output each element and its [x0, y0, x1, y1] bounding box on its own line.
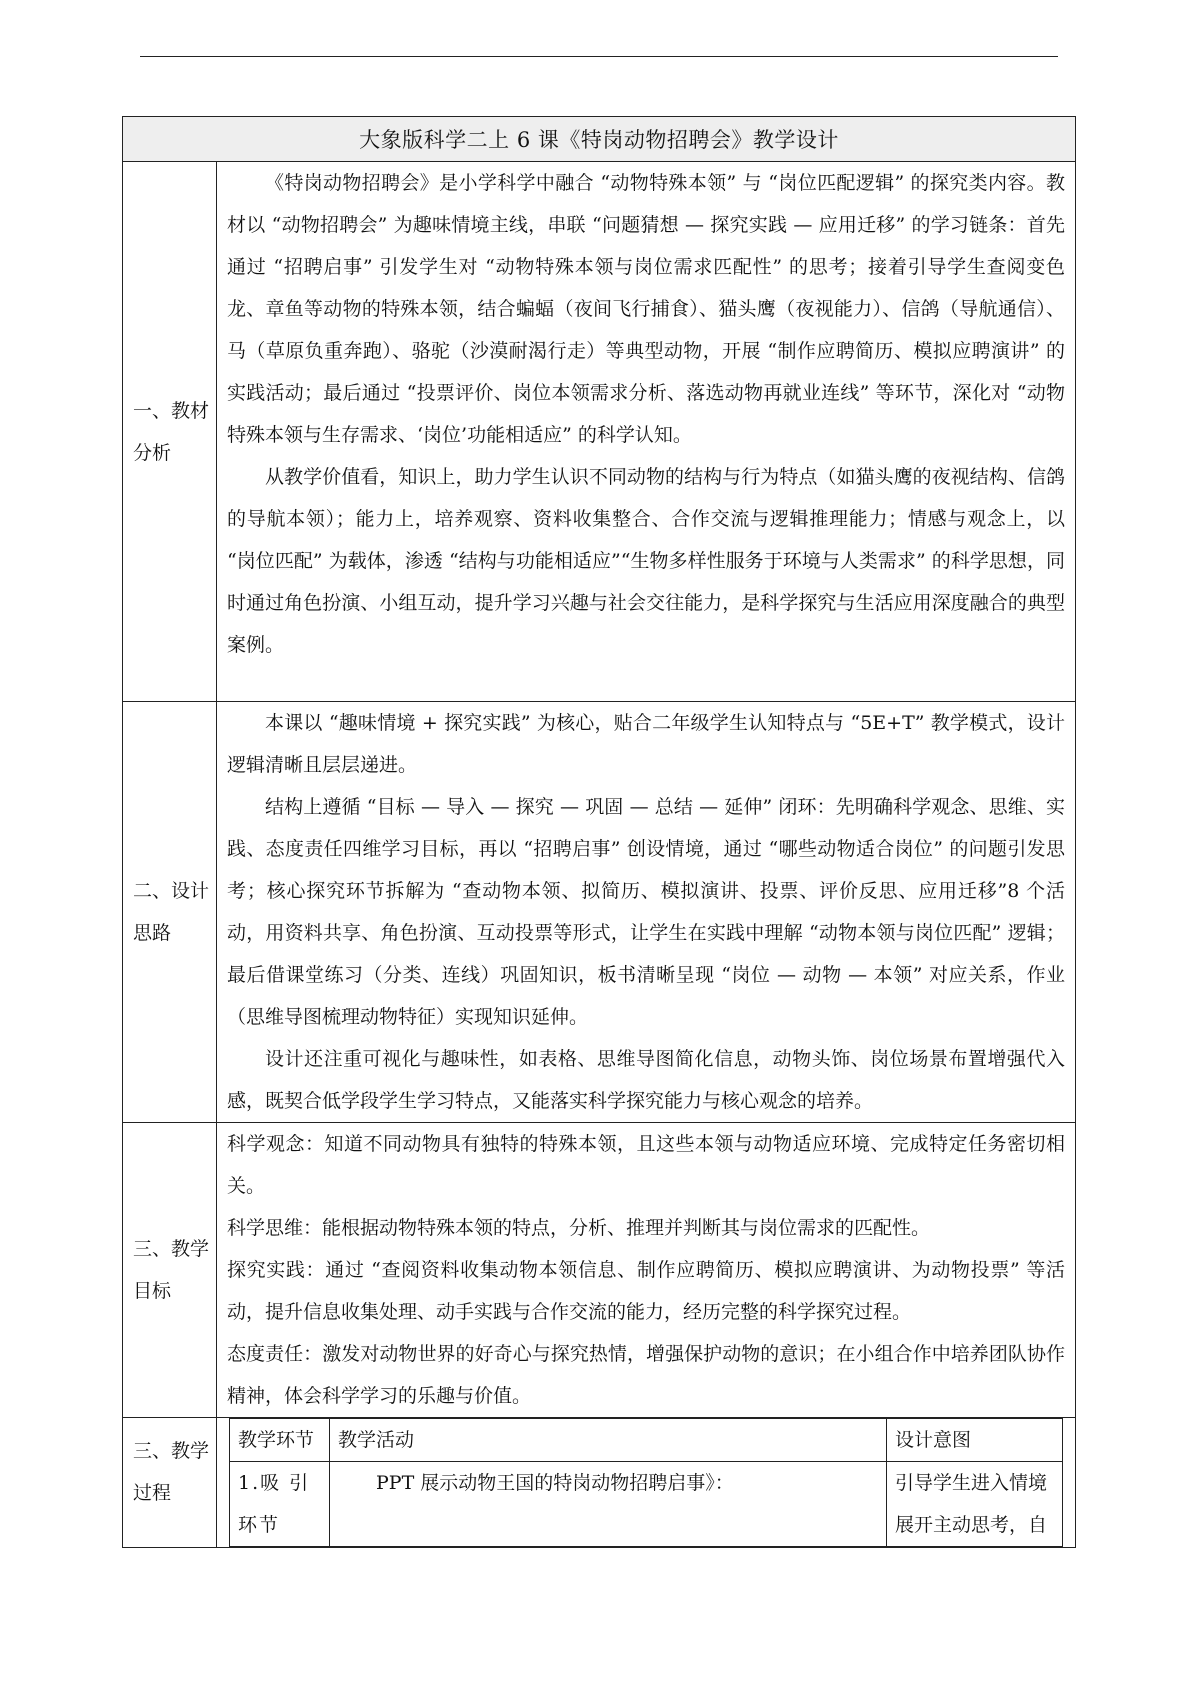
process-stage: 1.吸 引 环节	[230, 1462, 330, 1547]
goal-item: 态度责任：激发对动物世界的好奇心与探究热情，增强保护动物的意识；在小组合作中培养团队协作精神，体会科学学习的乐趣与价值。	[227, 1343, 1065, 1407]
process-header-stage: 教学环节	[230, 1419, 330, 1462]
design-paragraph: 结构上遵循 “目标 — 导入 — 探究 — 巩固 — 总结 — 延伸” 闭环：先明确科学观念、思维、实践、态度责任四维学习目标，再以 “招聘启事” 创设情境，通过 “哪些动物适合岗位” 的问题引发思考；核心探究环节拆解为 “查动物本领、拟简历、模拟演讲、投票、评价反思、应用迁移”8 个活动，用资料共享、角色扮演、互动投票等形式，让学生在实践中理解 “动物本领与岗位匹配” 逻辑；最后借课堂练习（分类、连线）巩固知识，板书清晰呈现 “岗位 — 动物 — 本领” 对应关系，作业（思维导图梳理动物特征）实现知识延伸。	[227, 796, 1065, 1028]
section-label-process: 三、教学过程	[123, 1418, 217, 1548]
section-label-analysis: 一、教材分析	[123, 162, 217, 702]
section-content-process	[217, 1418, 1076, 1548]
process-header-row	[230, 1419, 1063, 1462]
goal-item: 科学思维：能根据动物特殊本领的特点，分析、推理并判断其与岗位需求的匹配性。	[227, 1217, 931, 1239]
goal-item: 科学观念：知道不同动物具有独特的特殊本领，且这些本领与动物适应环境、完成特定任务密切相关。	[227, 1133, 1065, 1197]
process-table	[229, 1418, 1063, 1547]
section-content-analysis	[217, 162, 1076, 702]
section-label-design: 二、设计思路	[123, 702, 217, 1123]
header-rule	[140, 56, 1058, 57]
process-row	[230, 1462, 1063, 1547]
analysis-paragraph: 《特岗动物招聘会》是小学科学中融合 “动物特殊本领” 与 “岗位匹配逻辑” 的探究类内容。教材以 “动物招聘会” 为趣味情境主线，串联 “问题猜想 — 探究实践 — 应用迁移” 的学习链条：首先通过 “招聘启事” 引发学生对 “动物特殊本领与岗位需求匹配性” 的思考；接着引导学生查阅变色龙、章鱼等动物的特殊本领，结合蝙蝠（夜间飞行捕食）、猫头鹰（夜视能力）、信鸽（导航通信）、马（草原负重奔跑）、骆驼（沙漠耐渴行走）等典型动物，开展 “制作应聘简历、模拟应聘演讲” 的实践活动；最后通过 “投票评价、岗位本领需求分析、落选动物再就业连线” 等环节，深化对 “动物特殊本领与生存需求、‘岗位’功能相适应” 的科学认知。	[227, 172, 1065, 446]
design-paragraph: 设计还注重可视化与趣味性，如表格、思维导图简化信息，动物头饰、岗位场景布置增强代入感，既契合低学段学生学习特点，又能落实科学探究能力与核心观念的培养。	[227, 1048, 1065, 1112]
goal-item: 探究实践：通过 “查阅资料收集动物本领信息、制作应聘简历、模拟应聘演讲、为动物投票” 等活动，提升信息收集处理、动手实践与合作交流的能力，经历完整的科学探究过程。	[227, 1259, 1065, 1323]
process-intent: 引导学生进入情境展开主动思考，自	[887, 1462, 1063, 1547]
process-header-activity: 教学活动	[330, 1419, 887, 1462]
process-header-intent: 设计意图	[887, 1419, 1063, 1462]
analysis-paragraph: 从教学价值看，知识上，助力学生认识不同动物的结构与行为特点（如猫头鹰的夜视结构、信鸽的导航本领）；能力上，培养观察、资料收集整合、合作交流与逻辑推理能力；情感与观念上，以 “岗位匹配” 为载体，渗透 “结构与功能相适应”“生物多样性服务于环境与人类需求” 的科学思想，同时通过角色扮演、小组互动，提升学习兴趣与社会交往能力，是科学探究与生活应用深度融合的典型案例。	[227, 466, 1065, 656]
document-title: 大象版科学二上 6 课《特岗动物招聘会》教学设计	[123, 117, 1076, 162]
lesson-plan-table	[122, 116, 1076, 1548]
section-content-design	[217, 702, 1076, 1123]
process-activity: PPT 展示动物王国的特岗动物招聘启事》：	[330, 1462, 887, 1547]
section-label-goals: 三、教学目标	[123, 1123, 217, 1418]
section-content-goals	[217, 1123, 1076, 1418]
design-paragraph: 本课以 “趣味情境 + 探究实践” 为核心，贴合二年级学生认知特点与 “5E+T” 教学模式，设计逻辑清晰且层层递进。	[227, 712, 1065, 776]
